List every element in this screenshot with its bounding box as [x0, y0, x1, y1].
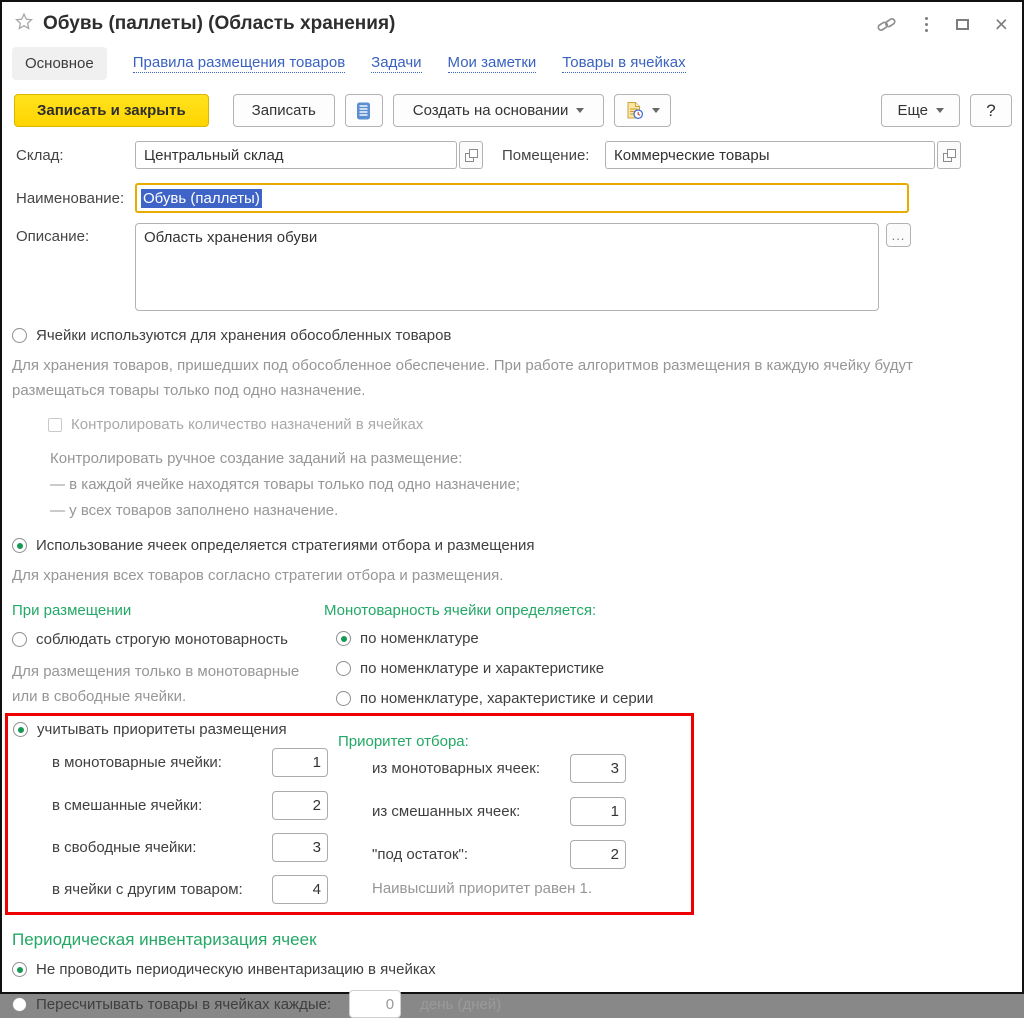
radio-checked-icon	[13, 722, 28, 737]
chevron-down-icon	[936, 108, 944, 113]
radio-by-nomenclature-characteristic-label: по номенклатуре и характеристике	[360, 660, 605, 677]
description-expand-button[interactable]: ...	[886, 223, 911, 247]
warehouse-open-button[interactable]	[459, 141, 483, 169]
priority-mixed-cells-input[interactable]	[272, 791, 328, 820]
recount-days-input[interactable]	[349, 990, 401, 1018]
radio-strategy-usage[interactable]	[12, 537, 1022, 554]
tab-link-tasks[interactable]: Задачи	[371, 54, 422, 71]
manual-note-line2: — у всех товаров заполнено назначение.	[50, 502, 339, 519]
placement-left-column	[2, 602, 324, 709]
radio-icon	[12, 632, 27, 647]
radio-icon	[12, 997, 27, 1012]
placement-header: При размещении	[12, 602, 132, 619]
selection-mixed-cells-input[interactable]	[570, 797, 626, 826]
radio-by-nomenclature-label: по номенклатуре	[360, 630, 479, 647]
favorite-star-icon[interactable]	[14, 12, 34, 36]
maximize-icon[interactable]	[956, 19, 969, 30]
selection-row-mono-cells	[372, 754, 626, 783]
document-history-button[interactable]	[614, 94, 671, 127]
more-button[interactable]	[881, 94, 960, 127]
description-label: Описание:	[16, 228, 90, 245]
tab-link-goods-in-cells[interactable]: Товары в ячейках	[562, 54, 686, 71]
tab-link-my-notes[interactable]: Мои заметки	[447, 54, 537, 71]
priority-free-cells-label: в свободные ячейки:	[52, 839, 197, 856]
checkbox-control-assignments[interactable]	[48, 416, 1022, 433]
radio-separate-goods[interactable]	[12, 327, 1022, 344]
create-based-on-button[interactable]	[393, 94, 605, 127]
save-and-close-button[interactable]: Записать и закрыть	[14, 94, 209, 127]
recount-days-suffix: день (дней)	[420, 995, 502, 1013]
more-label: Еще	[897, 102, 928, 119]
radio-checked-icon	[336, 631, 351, 646]
priority-mono-cells-input[interactable]	[272, 748, 328, 777]
selection-mixed-cells-label: из смешанных ячеек:	[372, 803, 521, 820]
name-row	[16, 183, 1022, 213]
description-textarea[interactable]	[135, 223, 879, 311]
document-clock-icon	[625, 101, 644, 120]
priority-other-goods-cells-label: в ячейки с другим товаром:	[52, 881, 243, 898]
selection-under-remainder-input[interactable]	[570, 840, 626, 869]
warehouse-row	[16, 141, 1022, 169]
strategy-usage-hint: Для хранения всех товаров согласно стратегии отбора и размещения.	[12, 567, 504, 584]
open-field-icon	[942, 148, 957, 163]
separate-goods-hint: Для хранения товаров, пришедших под обособленное обеспечение. При работе алгоритмов размещения в каждую ячейку будут размещаться товары только под одно назначение.	[12, 357, 913, 399]
chevron-down-icon	[652, 108, 660, 113]
radio-recount-goods-label: Пересчитывать товары в ячейках каждые:	[36, 995, 332, 1013]
radio-by-nomenclature-characteristic-series[interactable]	[336, 690, 1022, 707]
open-field-icon	[464, 148, 479, 163]
radio-strict-mono[interactable]	[12, 631, 324, 648]
radio-placement-priorities-label: учитывать приоритеты размещения	[37, 721, 287, 738]
radio-icon	[336, 661, 351, 676]
room-label: Помещение:	[502, 146, 590, 164]
selection-priority-header: Приоритет отбора:	[338, 733, 469, 750]
manual-note-title: Контролировать ручное создание заданий на размещение:	[50, 450, 463, 467]
save-button[interactable]: Записать	[233, 94, 335, 127]
radio-icon	[12, 328, 27, 343]
radio-by-nomenclature-characteristic[interactable]	[336, 660, 1022, 677]
warehouse-label: Склад:	[16, 146, 64, 164]
radio-no-periodic-inventory-label: Не проводить периодическую инвентаризацию в ячейках	[36, 961, 436, 978]
close-icon[interactable]: ×	[994, 11, 1008, 37]
radio-strategy-usage-label: Использование ячеек определяется стратегиями отбора и размещения	[36, 537, 535, 554]
selection-row-mixed-cells	[372, 797, 626, 826]
priority-row-other-goods-cells	[52, 875, 328, 904]
toolbar	[2, 86, 1022, 127]
radio-no-periodic-inventory[interactable]	[12, 961, 1022, 978]
title-bar	[2, 2, 1022, 40]
name-input[interactable]	[135, 183, 909, 213]
link-icon[interactable]	[876, 14, 897, 35]
radio-recount-goods[interactable]	[12, 990, 1022, 1018]
inventory-header: Периодическая инвентаризация ячеек	[12, 930, 317, 949]
radio-by-nomenclature-characteristic-series-label: по номенклатуре, характеристике и серии	[360, 690, 654, 707]
priority-mono-cells-label: в монотоварные ячейки:	[52, 754, 222, 771]
page-title: Обувь (паллеты) (Область хранения)	[43, 13, 396, 34]
mono-header: Монотоварность ячейки определяется:	[324, 602, 597, 619]
priorities-highlight-frame	[5, 713, 694, 915]
placement-columns	[2, 602, 1022, 709]
tab-bar	[2, 40, 1022, 86]
tab-link-placement-rules[interactable]: Правила размещения товаров	[132, 54, 346, 71]
priority-other-goods-cells-input[interactable]	[272, 875, 328, 904]
manual-placement-note	[50, 446, 1012, 524]
warehouse-input[interactable]	[135, 141, 457, 169]
radio-by-nomenclature[interactable]	[336, 630, 1022, 647]
manual-note-line1: — в каждой ячейке находятся товары только под одно назначение;	[50, 476, 521, 493]
priority-row-free-cells	[52, 833, 328, 862]
name-label: Наименование:	[16, 189, 125, 207]
list-icon	[355, 101, 372, 121]
room-open-button[interactable]	[937, 141, 961, 169]
priority-row-mixed-cells	[52, 791, 328, 820]
radio-strict-mono-label: соблюдать строгую монотоварность	[36, 631, 288, 648]
priority-row-mono-cells	[52, 748, 328, 777]
name-selected-text: Обувь (паллеты)	[143, 189, 260, 207]
description-row	[16, 223, 1022, 311]
radio-placement-priorities[interactable]	[13, 721, 287, 738]
mono-column	[324, 602, 1022, 709]
radio-icon	[336, 691, 351, 706]
selection-mono-cells-label: из монотоварных ячеек:	[372, 760, 540, 777]
create-based-on-label: Создать на основании	[412, 102, 569, 119]
selection-mono-cells-input[interactable]	[570, 754, 626, 783]
checkbox-icon	[48, 418, 62, 432]
chevron-down-icon	[576, 108, 584, 113]
selection-row-under-remainder	[372, 840, 626, 869]
window-menu-kebab-icon[interactable]	[923, 15, 930, 34]
highest-priority-note: Наивысший приоритет равен 1.	[372, 880, 593, 897]
priority-mixed-cells-label: в смешанные ячейки:	[52, 797, 203, 814]
radio-checked-icon	[12, 962, 27, 977]
help-button[interactable]: ?	[970, 94, 1012, 127]
room-input[interactable]	[605, 141, 935, 169]
radio-checked-icon	[12, 538, 27, 553]
list-button[interactable]	[345, 94, 383, 127]
checkbox-control-assignments-label: Контролировать количество назначений в ячейках	[71, 416, 424, 433]
strict-mono-hint: Для размещения только в монотоварные или в свободные ячейки.	[12, 663, 300, 705]
priority-free-cells-input[interactable]	[272, 833, 328, 862]
selection-under-remainder-label: "под остаток":	[372, 846, 469, 863]
tab-main[interactable]: Основное	[12, 47, 107, 80]
radio-separate-goods-label: Ячейки используются для хранения обособленных товаров	[36, 327, 452, 344]
